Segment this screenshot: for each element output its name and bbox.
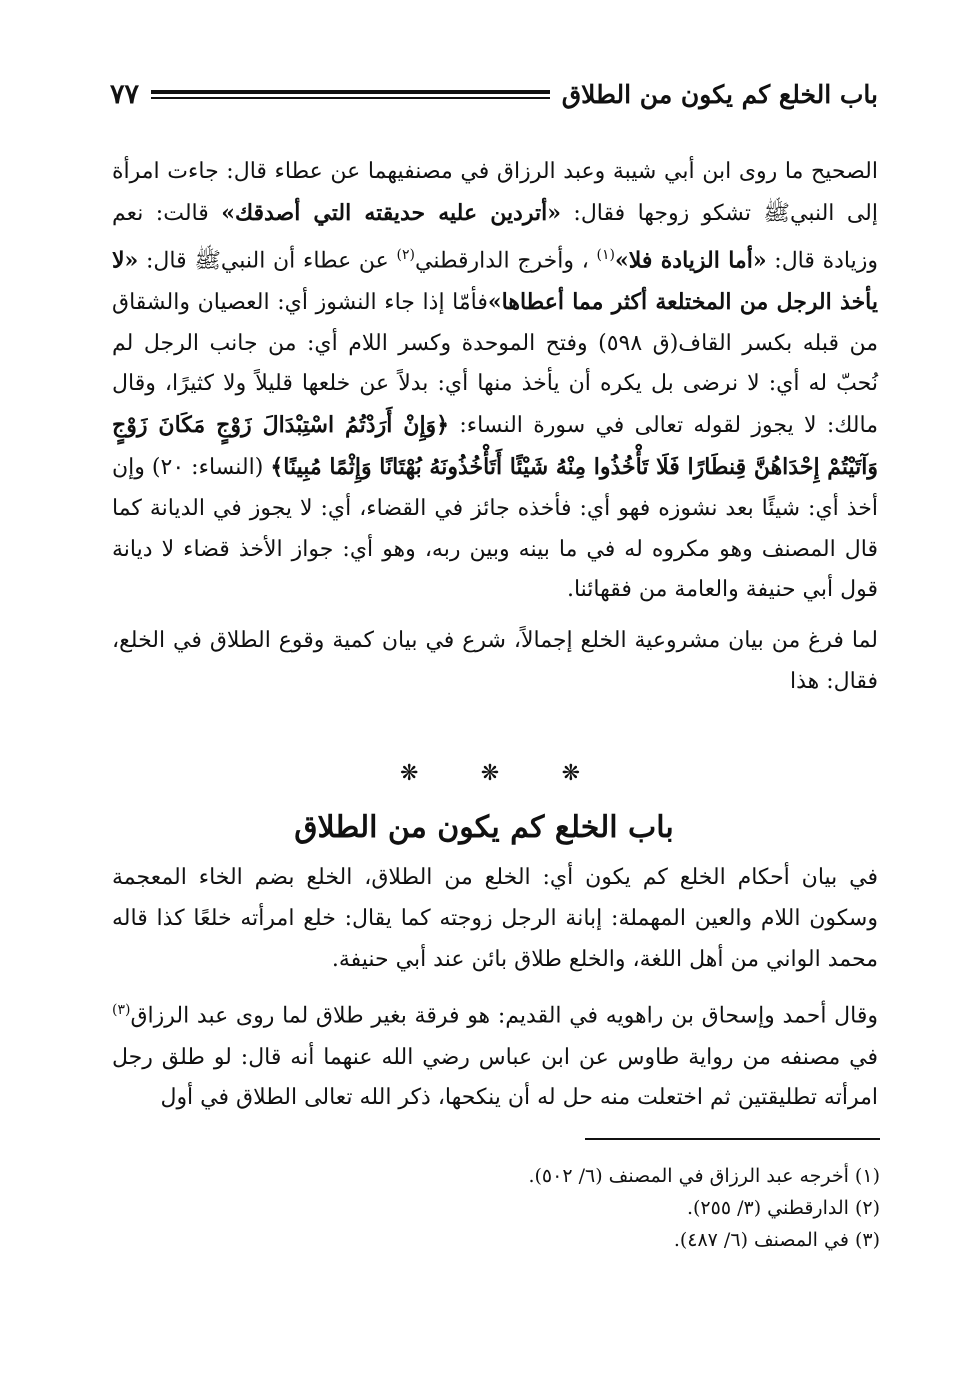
running-title: باب الخلع كم يكون من الطلاق bbox=[561, 79, 878, 109]
footnote: (٢) الدارقطني (٣/ ٢٥٥). bbox=[686, 1197, 880, 1219]
paragraph bbox=[112, 152, 878, 611]
footnotes bbox=[300, 1160, 880, 1256]
paragraph: لما فرغ من بيان مشروعية الخلع إجمالاً، شرع في بيان كمية وقوع الطلاق في الخلع، فقال: هذا bbox=[112, 628, 878, 694]
footnote-ref: (١) bbox=[596, 246, 615, 263]
footnote-ref: (٢) bbox=[396, 246, 415, 263]
text-run: الصحيح ما روى ابن أبي شيبة وعبد الرزاق في مصنفيهما عن عطاء قال: جاءت امرأة إلى النبيﷺ تشكو زوجها فقال: bbox=[112, 159, 878, 226]
header-rule bbox=[151, 90, 550, 99]
header-rule-thin bbox=[151, 97, 550, 99]
footnote: (٣) في المصنف (٦/ ٤٨٧). bbox=[673, 1229, 880, 1251]
asterism-icon: ❋ bbox=[400, 760, 419, 786]
text-run: وقال أحمد وإسحاق بن راهويه في القديم: هو فرقة بغير طلاق لما روى عبد الرزاق bbox=[130, 1003, 878, 1029]
paragraph bbox=[112, 990, 878, 1119]
hadith-quote: «لا يأخذ الرجل من المختلعة أكثر مما أعطاها» bbox=[112, 246, 879, 315]
asterism-icon: ❋ bbox=[480, 760, 500, 786]
page-header bbox=[110, 74, 878, 114]
header-rule-thick bbox=[151, 90, 550, 94]
chapter-text-block bbox=[112, 858, 878, 1119]
text-run: عن عطاء أن النبيﷺ قال: bbox=[138, 247, 397, 273]
footnote-ref: (٣) bbox=[112, 1002, 131, 1019]
main-text-block bbox=[112, 152, 878, 703]
page-number: ٧٧ bbox=[110, 78, 140, 110]
hadith-quote: «أتردين عليه حديقته التي أصدقك» bbox=[221, 199, 561, 226]
paragraph: في بيان أحكام الخلع كم يكون أي: الخلع من الطلاق، الخلع بضم الخاء المعجمة وسكون اللام والعين المهملة: إبانة الرجل زوجته كما يقال: خلع امرأته خلعًا كذا قاله محمد الواني من أهل اللغة، والخلع طلاق بائن عند أبي حنيفة. bbox=[112, 865, 878, 972]
footnote-divider bbox=[585, 1138, 880, 1140]
text-run: فأمّا إذا جاء النشوز أي: العصيان والشقاق من قبله بكسر القاف(ق ٥٩٨) وفتح الموحدة وكسر اللام أي: من جانب الرجل لم نُحبّ له أي: لا نرضى بل يكره أن يأخذ منها أي: بدلاً عن خلعها قليلاً ولا كثيرًا، وقال مالك: لا يجوز لقوله تعالى في سورة النساء: bbox=[112, 289, 878, 439]
text-run: ، وأخرج الدارقطني bbox=[414, 247, 597, 273]
hadith-quote: «أما الزيادة فلا» bbox=[614, 246, 767, 273]
quran-verse: ﴿وَإِنْ أَرَدْتُمُ اسْتِبْدَالَ زَوْجٍ مَكَانَ زَوْجٍ وَآتَيْتُمْ إِحْدَاهُنَّ قِنطَارًا فَلَا تَأْخُذُوا مِنْهُ شَيْئًا أَتَأْخُذُونَهُ بُهْتَانًا وَإِثْمًا مُبِينًا﴾ bbox=[112, 412, 879, 480]
text-run: (النساء: ٢٠) وإن أخذ أي: شيئًا بعد نشوزه فهو أي: فأخذه جائز في القضاء، أي: لا يجوز في الديانة كما قال المصنف وهو مكروه له في ما بينه وبين ربه، وهو أي: جواز الأخذ قضاء لا ديانة قول أبي حنيفة والعامة من فقهائنا. bbox=[112, 454, 878, 603]
footnote: (١) أخرجه عبد الرزاق في المصنف (٦/ ٥٠٢). bbox=[528, 1165, 880, 1187]
section-separator bbox=[400, 758, 580, 788]
text-run: قالت: نعم وزيادة قال: bbox=[112, 200, 878, 273]
chapter-title: باب الخلع كم يكون من الطلاق bbox=[294, 810, 674, 845]
text-run: في مصنفه من رواية طاوس عن ابن عباس رضي الله عنهما أنه قال: لو طلق رجل امرأته تطليقتين ثم اختعلت منه حل له أن ينكحها، ذكر الله تعالى الطلاق في أول bbox=[112, 1044, 878, 1111]
asterism-icon: ❋ bbox=[561, 760, 580, 786]
